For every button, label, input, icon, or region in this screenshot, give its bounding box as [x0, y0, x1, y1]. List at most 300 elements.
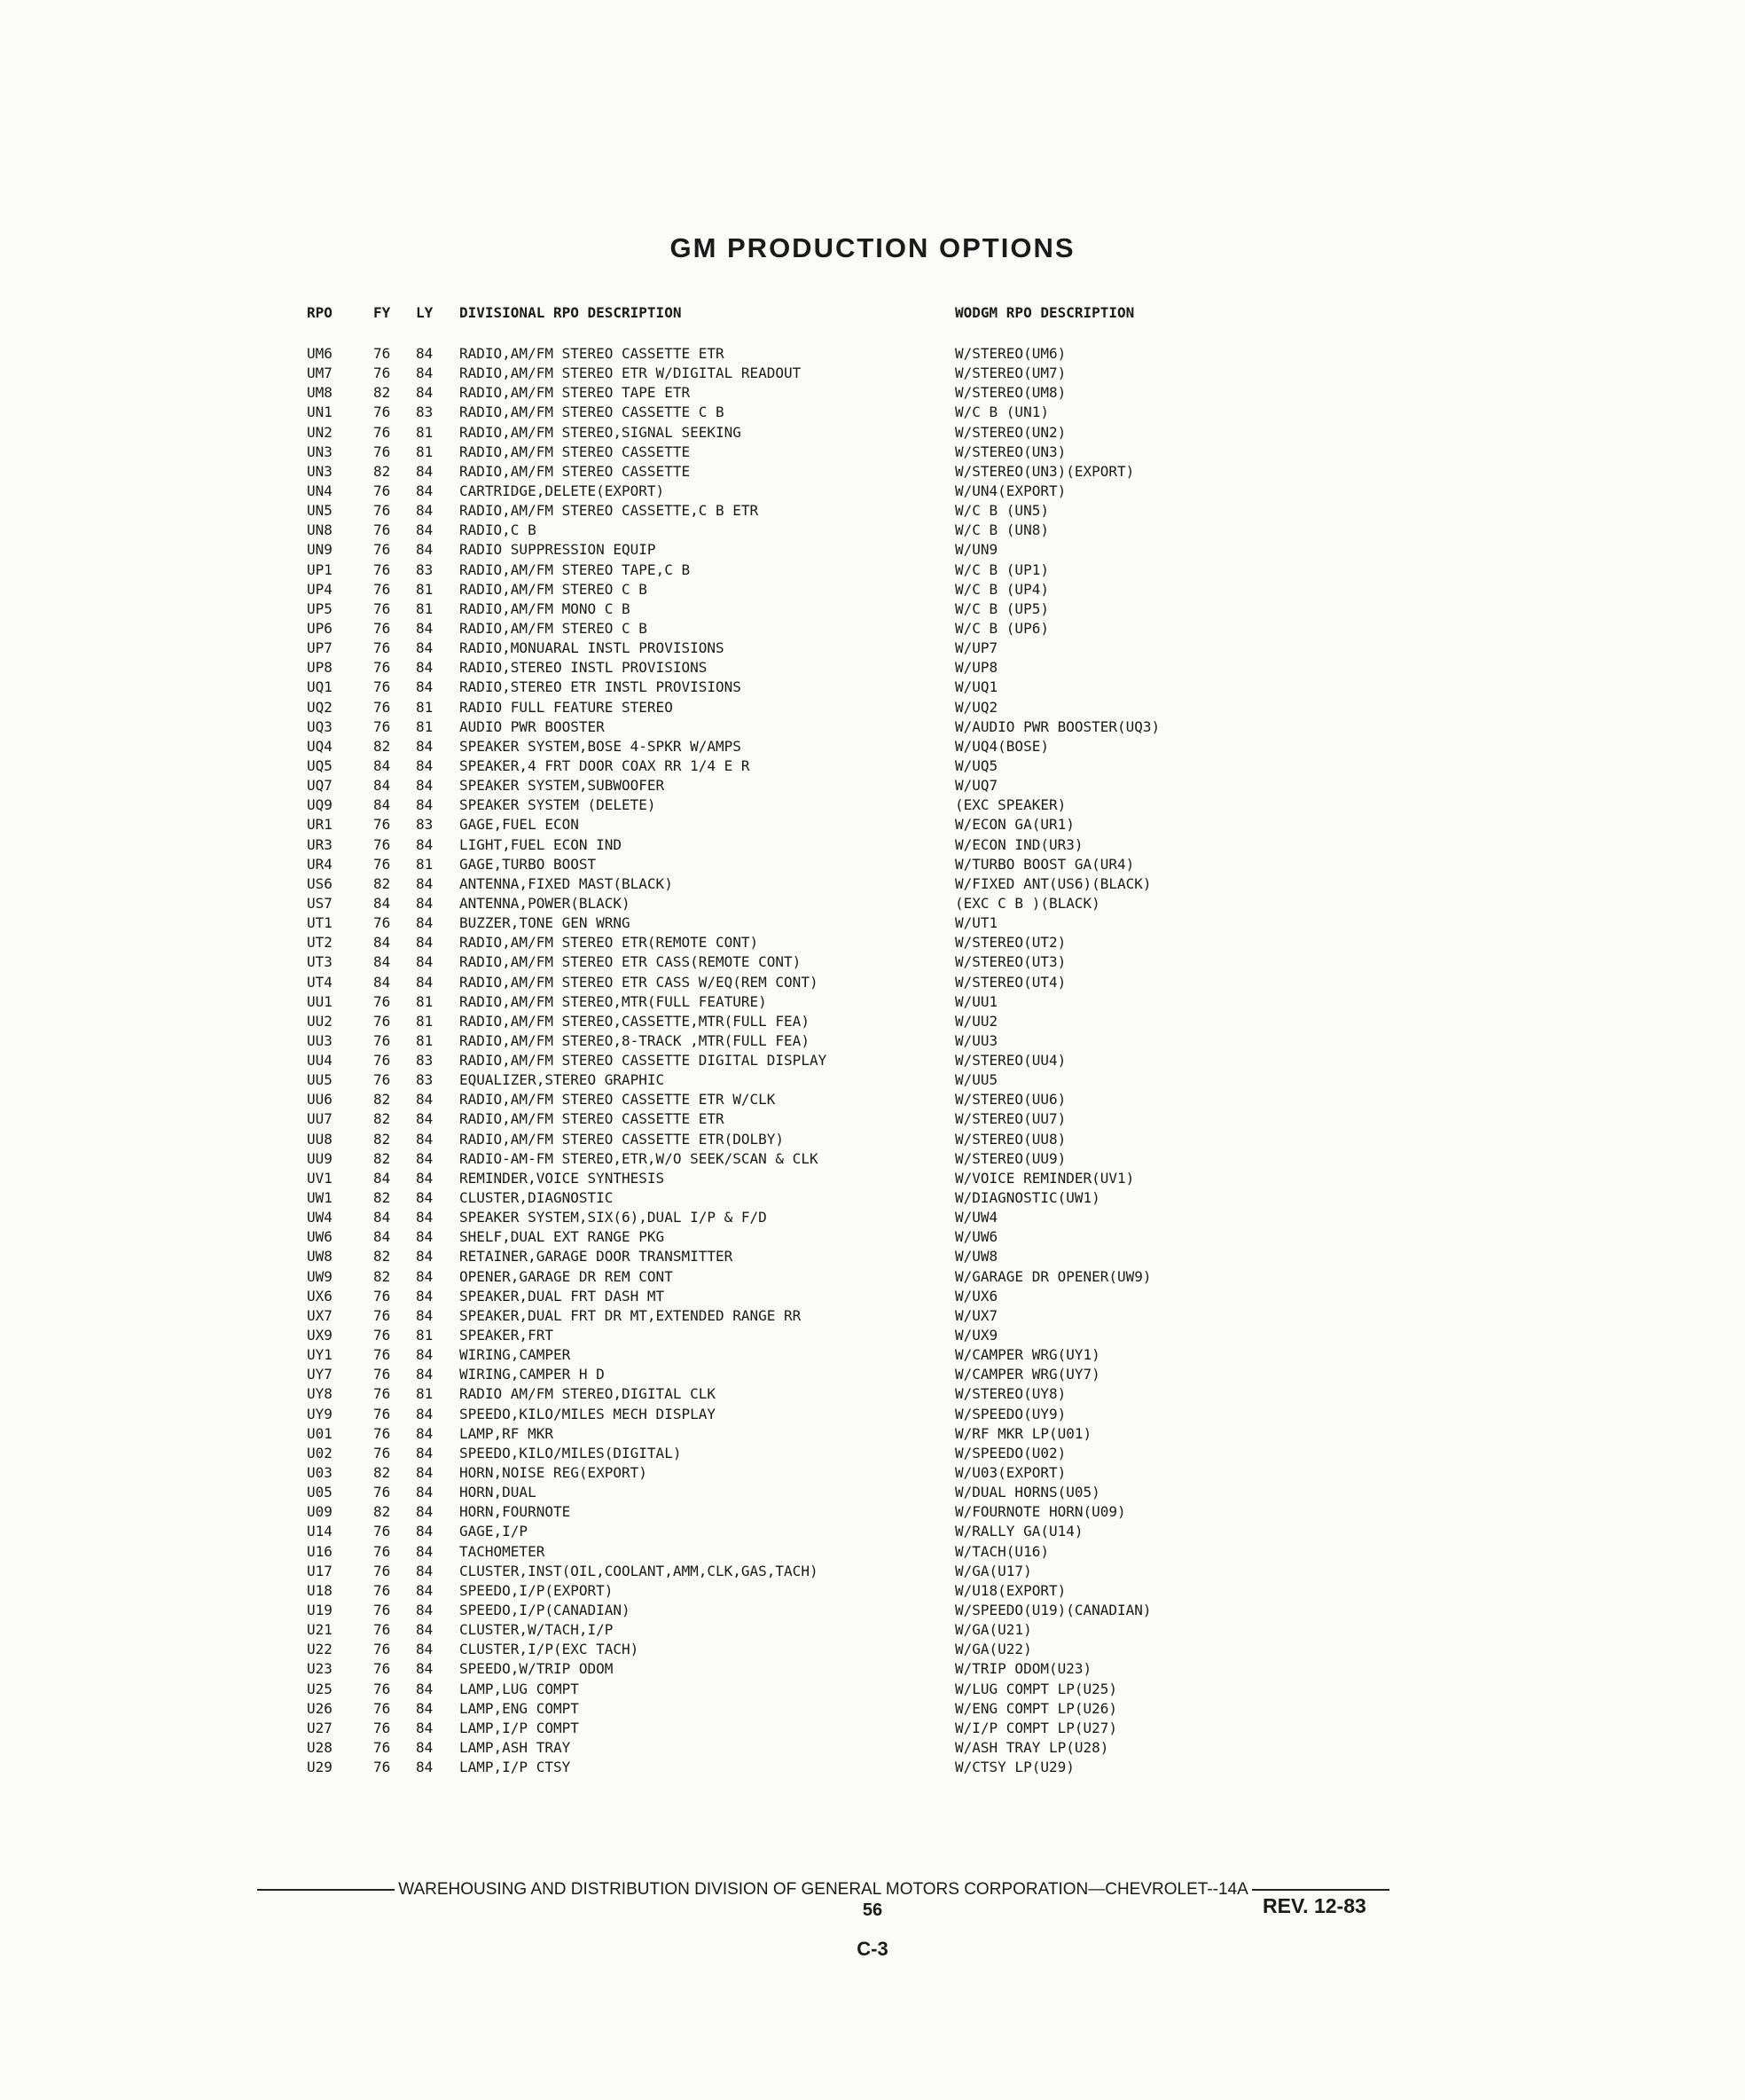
first-year: 76 — [373, 835, 391, 853]
rpo-code: UN4 — [307, 482, 333, 499]
rpo-code: UU6 — [307, 1091, 333, 1109]
rpo-code: UT1 — [307, 914, 333, 932]
last-year: 84 — [416, 1287, 434, 1305]
divisional-description: TACHOMETER — [459, 1542, 545, 1560]
wodgm-description: W/STEREO(UN3) — [955, 443, 1067, 460]
divisional-description: HORN,NOISE REG(EXPORT) — [459, 1464, 647, 1482]
last-year: 81 — [416, 855, 434, 873]
last-year: 84 — [416, 874, 434, 892]
first-year: 76 — [373, 992, 391, 1010]
first-year: 76 — [373, 1071, 391, 1089]
rpo-code: UP7 — [307, 639, 333, 657]
table-row — [0, 1109, 1745, 1129]
divisional-description: OPENER,GARAGE DR REM CONT — [459, 1267, 673, 1285]
rpo-code: U27 — [307, 1719, 333, 1736]
first-year: 82 — [373, 384, 391, 402]
last-year: 81 — [416, 599, 434, 617]
rpo-code: UN3 — [307, 462, 333, 480]
wodgm-description: W/STEREO(UU9) — [955, 1149, 1067, 1167]
divisional-description: RADIO,AM/FM STEREO ETR CASS W/EQ(REM CONT) — [459, 973, 818, 991]
rpo-code: UW9 — [307, 1267, 333, 1285]
rpo-code: U14 — [307, 1523, 333, 1540]
rpo-code: US7 — [307, 894, 333, 912]
first-year: 76 — [373, 1052, 391, 1070]
table-row — [0, 973, 1745, 992]
first-year: 82 — [373, 737, 391, 755]
table-row — [0, 678, 1745, 697]
table-row — [0, 619, 1745, 639]
first-year: 84 — [373, 973, 391, 991]
rpo-code: UW4 — [307, 1209, 333, 1226]
last-year: 84 — [416, 796, 434, 814]
rpo-code: UQ3 — [307, 717, 333, 735]
first-year: 82 — [373, 1110, 391, 1128]
rpo-code: U22 — [307, 1641, 333, 1658]
table-row — [0, 580, 1745, 599]
wodgm-description: W/STEREO(UT3) — [955, 953, 1067, 971]
wodgm-description: W/UQ1 — [955, 678, 998, 696]
last-year: 84 — [416, 502, 434, 520]
first-year: 76 — [373, 678, 391, 696]
rpo-code: UP6 — [307, 619, 333, 637]
table-row — [0, 1345, 1745, 1365]
first-year: 76 — [373, 1424, 391, 1442]
last-year: 81 — [416, 1385, 434, 1403]
first-year: 76 — [373, 1031, 391, 1049]
wodgm-description: W/UW6 — [955, 1228, 998, 1246]
rpo-code: UR3 — [307, 835, 333, 853]
first-year: 76 — [373, 541, 391, 559]
divisional-description: SPEEDO,I/P(EXPORT) — [459, 1581, 614, 1599]
table-row — [0, 1326, 1745, 1345]
last-year: 84 — [416, 1091, 434, 1109]
last-year: 84 — [416, 756, 434, 774]
first-year: 84 — [373, 1228, 391, 1246]
divisional-description: RADIO FULL FEATURE STEREO — [459, 698, 673, 716]
divisional-description: RETAINER,GARAGE DOOR TRANSMITTER — [459, 1248, 733, 1265]
wodgm-description: W/UW8 — [955, 1248, 998, 1265]
table-row — [0, 933, 1745, 952]
divisional-description: GAGE,I/P — [459, 1523, 528, 1540]
first-year: 84 — [373, 777, 391, 795]
first-year: 84 — [373, 756, 391, 774]
wodgm-description: W/GA(U22) — [955, 1641, 1032, 1658]
divisional-description: RADIO,AM/FM STEREO CASSETTE ETR W/CLK — [459, 1091, 776, 1109]
first-year: 76 — [373, 1444, 391, 1461]
rpo-code: UM7 — [307, 364, 333, 382]
divisional-description: LIGHT,FUEL ECON IND — [459, 835, 622, 853]
first-year: 76 — [373, 1562, 391, 1579]
divisional-description: SPEAKER SYSTEM,BOSE 4-SPKR W/AMPS — [459, 737, 741, 755]
table-row — [0, 1502, 1745, 1522]
table-row — [0, 1130, 1745, 1149]
last-year: 81 — [416, 423, 434, 441]
first-year: 82 — [373, 1464, 391, 1482]
wodgm-description: W/GA(U21) — [955, 1621, 1032, 1639]
first-year: 76 — [373, 1327, 391, 1344]
wodgm-description: W/C B (UP4) — [955, 580, 1049, 598]
table-row — [0, 1247, 1745, 1266]
last-year: 84 — [416, 1189, 434, 1207]
wodgm-description: W/UP8 — [955, 659, 998, 677]
rpo-code: UN8 — [307, 521, 333, 539]
wodgm-description: W/STEREO(UU4) — [955, 1052, 1067, 1070]
last-year: 84 — [416, 1542, 434, 1560]
rpo-code: UU9 — [307, 1149, 333, 1167]
rpo-code: UX6 — [307, 1287, 333, 1305]
divisional-description: SPEEDO,W/TRIP ODOM — [459, 1660, 614, 1678]
table-row — [0, 1267, 1745, 1287]
table-row — [0, 1562, 1745, 1581]
divisional-description: RADIO,C B — [459, 521, 536, 539]
divisional-description: ANTENNA,POWER(BLACK) — [459, 894, 630, 912]
first-year: 76 — [373, 580, 391, 598]
wodgm-description: W/STEREO(UU7) — [955, 1110, 1067, 1128]
wodgm-description: W/UQ2 — [955, 698, 998, 716]
wodgm-description: W/UN4(EXPORT) — [955, 482, 1067, 499]
table-row — [0, 1227, 1745, 1247]
rpo-code: UP5 — [307, 599, 333, 617]
last-year: 84 — [416, 678, 434, 696]
rpo-code: UQ5 — [307, 756, 333, 774]
first-year: 76 — [373, 482, 391, 499]
rpo-code: UP8 — [307, 659, 333, 677]
rpo-code: UW8 — [307, 1248, 333, 1265]
table-row — [0, 874, 1745, 894]
table-row — [0, 1208, 1745, 1227]
rpo-code: U21 — [307, 1621, 333, 1639]
wodgm-description: W/VOICE REMINDER(UV1) — [955, 1169, 1135, 1187]
table-row — [0, 344, 1745, 364]
rpo-code: U03 — [307, 1464, 333, 1482]
footer-rule-left — [257, 1889, 395, 1891]
divisional-description: LAMP,I/P CTSY — [459, 1759, 571, 1776]
divisional-description: RADIO,AM/FM STEREO CASSETTE ETR — [459, 345, 724, 362]
first-year: 76 — [373, 639, 391, 657]
wodgm-description: W/RF MKR LP(U01) — [955, 1424, 1092, 1442]
last-year: 84 — [416, 1464, 434, 1482]
rpo-code: U28 — [307, 1738, 333, 1756]
first-year: 76 — [373, 1366, 391, 1383]
divisional-description: CLUSTER,DIAGNOSTIC — [459, 1189, 614, 1207]
wodgm-description: W/UW4 — [955, 1209, 998, 1226]
table-row — [0, 894, 1745, 913]
table-row — [0, 658, 1745, 678]
first-year: 82 — [373, 462, 391, 480]
wodgm-description: W/ASH TRAY LP(U28) — [955, 1738, 1109, 1756]
rpo-code: UQ1 — [307, 678, 333, 696]
table-row — [0, 1719, 1745, 1738]
divisional-description: WIRING,CAMPER — [459, 1346, 571, 1364]
wodgm-description: W/TRIP ODOM(U23) — [955, 1660, 1092, 1678]
first-year: 76 — [373, 1484, 391, 1501]
last-year: 84 — [416, 1699, 434, 1717]
first-year: 76 — [373, 698, 391, 716]
rpo-code: U09 — [307, 1503, 333, 1521]
first-year: 76 — [373, 1523, 391, 1540]
divisional-description: LAMP,I/P COMPT — [459, 1719, 579, 1736]
divisional-description: SPEEDO,KILO/MILES MECH DISPLAY — [459, 1405, 716, 1422]
divisional-description: BUZZER,TONE GEN WRNG — [459, 914, 630, 932]
first-year: 76 — [373, 443, 391, 460]
first-year: 76 — [373, 423, 391, 441]
wodgm-description: W/ECON GA(UR1) — [955, 816, 1075, 834]
last-year: 81 — [416, 1012, 434, 1030]
first-year: 76 — [373, 1738, 391, 1756]
last-year: 84 — [416, 1523, 434, 1540]
last-year: 84 — [416, 894, 434, 912]
rpo-code: U18 — [307, 1581, 333, 1599]
rpo-code: UP4 — [307, 580, 333, 598]
wodgm-description: W/ECON IND(UR3) — [955, 835, 1084, 853]
first-year: 76 — [373, 1602, 391, 1618]
divisional-description: REMINDER,VOICE SYNTHESIS — [459, 1169, 665, 1187]
table-row — [0, 383, 1745, 403]
first-year: 76 — [373, 1287, 391, 1305]
last-year: 84 — [416, 835, 434, 853]
wodgm-description: W/STEREO(UM8) — [955, 384, 1067, 402]
wodgm-description: W/STEREO(UU6) — [955, 1091, 1067, 1109]
divisional-description: RADIO,AM/FM STEREO ETR W/DIGITAL READOUT — [459, 364, 802, 382]
first-year: 82 — [373, 1267, 391, 1285]
wodgm-description: W/UT1 — [955, 914, 998, 932]
wodgm-description: W/FIXED ANT(US6)(BLACK) — [955, 874, 1152, 892]
table-row — [0, 952, 1745, 972]
wodgm-description: W/UQ4(BOSE) — [955, 737, 1049, 755]
rpo-code: UY7 — [307, 1366, 333, 1383]
rpo-code: UN3 — [307, 443, 333, 460]
last-year: 81 — [416, 443, 434, 460]
first-year: 76 — [373, 619, 391, 637]
first-year: 76 — [373, 1385, 391, 1403]
table-row — [0, 1306, 1745, 1326]
rpo-code: UT3 — [307, 953, 333, 971]
wodgm-description: W/I/P COMPT LP(U27) — [955, 1719, 1118, 1736]
wodgm-description: W/STEREO(UN2) — [955, 423, 1067, 441]
divisional-description: LAMP,LUG COMPT — [459, 1680, 579, 1697]
first-year: 82 — [373, 1248, 391, 1265]
rpo-code: UX7 — [307, 1306, 333, 1324]
rpo-code: U17 — [307, 1562, 333, 1579]
table-row — [0, 1287, 1745, 1306]
wodgm-description: W/C B (UN1) — [955, 404, 1049, 421]
last-year: 84 — [416, 639, 434, 657]
rpo-code: U01 — [307, 1424, 333, 1442]
first-year: 84 — [373, 934, 391, 952]
table-row — [0, 913, 1745, 933]
revision-label: REV. 12-83 — [1263, 1894, 1366, 1917]
table-row — [0, 599, 1745, 619]
first-year: 76 — [373, 855, 391, 873]
wodgm-description: W/STEREO(UU8) — [955, 1130, 1067, 1148]
wodgm-description: W/STEREO(UY8) — [955, 1385, 1067, 1403]
last-year: 84 — [416, 541, 434, 559]
divisional-description: RADIO SUPPRESSION EQUIP — [459, 541, 656, 559]
divisional-description: RADIO,AM/FM STEREO CASSETTE C B — [459, 404, 724, 421]
divisional-description: RADIO,AM/FM STEREO TAPE,C B — [459, 560, 691, 578]
divisional-description: SPEAKER,DUAL FRT DR MT,EXTENDED RANGE RR — [459, 1306, 802, 1324]
first-year: 76 — [373, 1660, 391, 1678]
last-year: 84 — [416, 1680, 434, 1697]
wodgm-description: W/U03(EXPORT) — [955, 1464, 1067, 1482]
table-row — [0, 1542, 1745, 1562]
divisional-description: RADIO,AM/FM STEREO CASSETTE — [459, 443, 691, 460]
table-row — [0, 1444, 1745, 1463]
divisional-description: CARTRIDGE,DELETE(EXPORT) — [459, 482, 665, 499]
divisional-description: RADIO,AM/FM STEREO CASSETTE ETR(DOLBY) — [459, 1130, 785, 1148]
last-year: 84 — [416, 1424, 434, 1442]
wodgm-description: W/SPEEDO(UY9) — [955, 1405, 1067, 1422]
table-row — [0, 1483, 1745, 1502]
wodgm-description: W/TACH(U16) — [955, 1542, 1049, 1560]
wodgm-description: W/UU1 — [955, 992, 998, 1010]
rpo-code: UT4 — [307, 973, 333, 991]
last-year: 83 — [416, 560, 434, 578]
rpo-code: UU2 — [307, 1012, 333, 1030]
table-row — [0, 1169, 1745, 1188]
table-row — [0, 1031, 1745, 1051]
last-year: 84 — [416, 973, 434, 991]
divisional-description: SPEAKER,DUAL FRT DASH MT — [459, 1287, 665, 1305]
first-year: 84 — [373, 1209, 391, 1226]
table-row — [0, 501, 1745, 521]
first-year: 76 — [373, 364, 391, 382]
divisional-description: EQUALIZER,STEREO GRAPHIC — [459, 1071, 665, 1089]
table-row — [0, 1680, 1745, 1699]
table-row — [0, 560, 1745, 580]
table-row — [0, 482, 1745, 501]
last-year: 84 — [416, 1209, 434, 1226]
last-year: 84 — [416, 953, 434, 971]
rpo-code: UN9 — [307, 541, 333, 559]
rpo-code: UU1 — [307, 992, 333, 1010]
table-row — [0, 992, 1745, 1012]
divisional-description: LAMP,ENG COMPT — [459, 1699, 579, 1717]
last-year: 84 — [416, 1346, 434, 1364]
page-number: 56 — [862, 1900, 883, 1920]
table-row — [0, 756, 1745, 776]
last-year: 84 — [416, 1267, 434, 1285]
table-row — [0, 443, 1745, 462]
wodgm-description: W/C B (UP6) — [955, 619, 1049, 637]
wodgm-description: W/UX7 — [955, 1306, 998, 1324]
divisional-description: RADIO,STEREO INSTL PROVISIONS — [459, 659, 708, 677]
last-year: 84 — [416, 1444, 434, 1461]
first-year: 76 — [373, 1621, 391, 1639]
last-year: 84 — [416, 1149, 434, 1167]
last-year: 84 — [416, 1503, 434, 1521]
divisional-description: HORN,DUAL — [459, 1484, 536, 1501]
page-title: GM PRODUCTION OPTIONS — [669, 232, 1076, 263]
last-year: 84 — [416, 1306, 434, 1324]
divisional-description: RADIO,AM/FM MONO C B — [459, 599, 630, 617]
last-year: 84 — [416, 934, 434, 952]
wodgm-description: W/SPEEDO(U02) — [955, 1444, 1067, 1461]
first-year: 76 — [373, 659, 391, 677]
first-year: 84 — [373, 1169, 391, 1187]
table-row — [0, 795, 1745, 815]
column-header-divisional-description: DIVISIONAL RPO DESCRIPTION — [459, 304, 682, 321]
divisional-description: HORN,FOURNOTE — [459, 1503, 571, 1521]
wodgm-description: W/STEREO(UM6) — [955, 345, 1067, 362]
rpo-code: UN2 — [307, 423, 333, 441]
table-row — [0, 1012, 1745, 1031]
table-row — [0, 1149, 1745, 1169]
last-year: 84 — [416, 1581, 434, 1599]
table-row — [0, 835, 1745, 855]
last-year: 84 — [416, 914, 434, 932]
divisional-description: AUDIO PWR BOOSTER — [459, 717, 605, 735]
divisional-description: SPEAKER,4 FRT DOOR COAX RR 1/4 E R — [459, 756, 750, 774]
table-row — [0, 855, 1745, 874]
rpo-code: UT2 — [307, 934, 333, 952]
table-row — [0, 639, 1745, 658]
rpo-code: U19 — [307, 1602, 333, 1618]
rpo-code: U29 — [307, 1759, 333, 1776]
table-row — [0, 364, 1745, 383]
wodgm-description: W/GA(U17) — [955, 1562, 1032, 1579]
last-year: 84 — [416, 1562, 434, 1579]
rpo-code: UU7 — [307, 1110, 333, 1128]
table-row — [0, 698, 1745, 717]
first-year: 76 — [373, 521, 391, 539]
table-row — [0, 1601, 1745, 1620]
table-row — [0, 1384, 1745, 1404]
first-year: 76 — [373, 1542, 391, 1560]
table-row — [0, 1522, 1745, 1541]
last-year: 84 — [416, 1248, 434, 1265]
last-year: 84 — [416, 1130, 434, 1148]
table-row — [0, 1365, 1745, 1384]
rpo-code: UQ9 — [307, 796, 333, 814]
wodgm-description: W/LUG COMPT LP(U25) — [955, 1680, 1118, 1697]
divisional-description: SHELF,DUAL EXT RANGE PKG — [459, 1228, 665, 1246]
rpo-code: US6 — [307, 874, 333, 892]
last-year: 84 — [416, 619, 434, 637]
divisional-description: CLUSTER,I/P(EXC TACH) — [459, 1641, 639, 1658]
table-row — [0, 737, 1745, 756]
last-year: 84 — [416, 1738, 434, 1756]
footer-rule-right — [1252, 1889, 1389, 1891]
last-year: 84 — [416, 1621, 434, 1639]
first-year: 82 — [373, 1503, 391, 1521]
divisional-description: RADIO,AM/FM STEREO CASSETTE — [459, 462, 691, 480]
divisional-description: SPEEDO,KILO/MILES(DIGITAL) — [459, 1444, 682, 1461]
first-year: 76 — [373, 1641, 391, 1658]
last-year: 84 — [416, 1366, 434, 1383]
wodgm-description: W/RALLY GA(U14) — [955, 1523, 1084, 1540]
first-year: 76 — [373, 1699, 391, 1717]
wodgm-description: W/C B (UP1) — [955, 560, 1049, 578]
section-label: C-3 — [857, 1938, 888, 1960]
last-year: 81 — [416, 1327, 434, 1344]
divisional-description: RADIO,AM/FM STEREO,SIGNAL SEEKING — [459, 423, 741, 441]
wodgm-description: W/DUAL HORNS(U05) — [955, 1484, 1100, 1501]
last-year: 83 — [416, 1052, 434, 1070]
first-year: 76 — [373, 1346, 391, 1364]
rpo-code: UM8 — [307, 384, 333, 402]
last-year: 83 — [416, 816, 434, 834]
divisional-description: RADIO,AM/FM STEREO CASSETTE ETR — [459, 1110, 724, 1128]
rpo-code: UV1 — [307, 1169, 333, 1187]
last-year: 84 — [416, 1228, 434, 1246]
wodgm-description: W/U18(EXPORT) — [955, 1581, 1067, 1599]
divisional-description: CLUSTER,INST(OIL,COOLANT,AMM,CLK,GAS,TACH) — [459, 1562, 818, 1579]
wodgm-description: W/STEREO(UT2) — [955, 934, 1067, 952]
divisional-description: RADIO,MONUARAL INSTL PROVISIONS — [459, 639, 724, 657]
divisional-description: RADIO,AM/FM STEREO C B — [459, 580, 647, 598]
last-year: 84 — [416, 1110, 434, 1128]
